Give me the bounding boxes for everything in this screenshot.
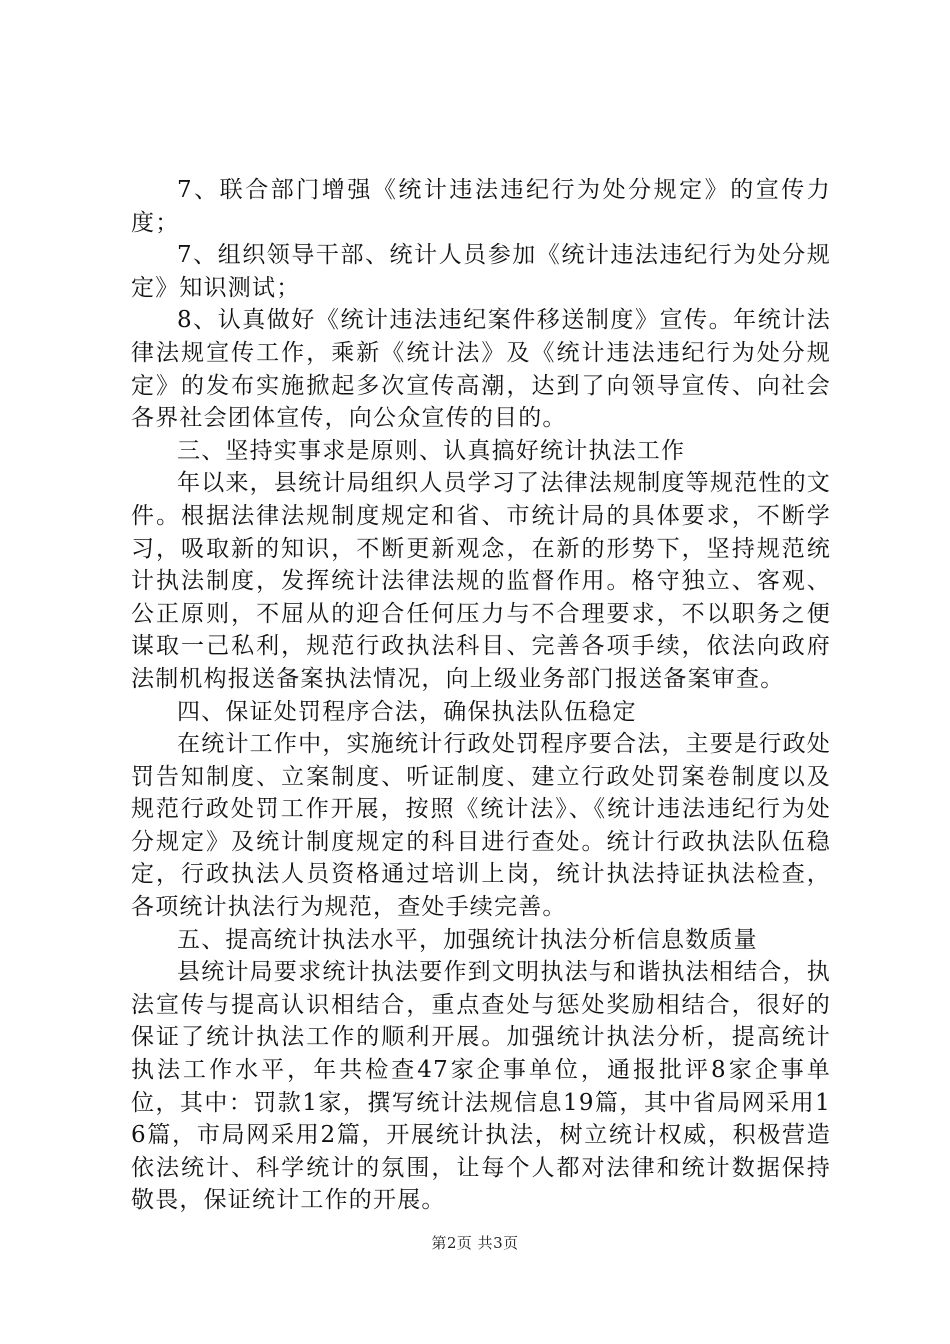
- paragraph-section-3-body: 年以来，县统计局组织人员学习了法律法规制度等规范性的文件。根据法律法规制度规定和省、市统计局的具体要求，不断学习，吸取新的知识，不断更新观念，在新的形势下，坚持规范统计执法制度，发挥统计法律法规的监督作用。格守独立、客观、公正原则，不屈从的迎合任何压力与不合理要求，不以职务之便谋取一己私利，规范行政执法科目、完善各项手续，依法向政府法制机构报送备案执法情况，向上级业务部门报送备案审查。: [131, 470, 831, 692]
- paragraph-section-4-body: 在统计工作中，实施统计行政处罚程序要合法，主要是行政处罚告知制度、立案制度、听证制度、建立行政处罚案卷制度以及规范行政处罚工作开展，按照《统计法》、《统计违法违纪行为处分规定》及统计制度规定的科目进行查处。统计行政执法队伍稳定，行政执法人员资格通过培训上岗，统计执法持证执法检查，各项统计执法行为规范，查处手续完善。: [131, 731, 831, 921]
- paragraph-item-7-publicity: 7、联合部门增强《统计违法违纪行为处分规定》的宣传力度；: [131, 177, 831, 236]
- paragraph-section-5-body: 县统计局要求统计执法要作到文明执法与和谐执法相结合，执法宣传与提高认识相结合，重点查处与惩处奖励相结合，很好的保证了统计执法工作的顺利开展。加强统计执法分析，提高统计执法工作水平，年共检查47家企事单位，通报批评8家企事单位，其中：罚款1家，撰写统计法规信息19篇，其中省局网采用16篇，市局网采用2篇，开展统计执法，树立统计权威，积极营造依法统计、科学统计的氛围，让每个人都对法律和统计数据保持敬畏，保证统计工作的开展。: [131, 959, 831, 1214]
- section-heading-3: 三、坚持实事求是原则、认真搞好统计执法工作: [177, 437, 686, 464]
- page-footer: 第2页 共3页: [431, 1234, 519, 1252]
- section-heading-4: 四、保证处罚程序合法，确保执法队伍稳定: [177, 698, 637, 725]
- paragraph-item-8-transfer-system: 8、认真做好《统计违法违纪案件移送制度》宣传。年统计法律法规宣传工作，乘新《统计法》及《统计违法违纪行为处分规定》的发布实施掀起多次宣传高潮，达到了向领导宣传、向社会各界社会团体宣传，向公众宣传的目的。: [131, 307, 831, 432]
- paragraph-item-7-test: 7、组织领导干部、统计人员参加《统计违法违纪行为处分规定》知识测试；: [131, 242, 831, 301]
- section-heading-5: 五、提高统计执法水平，加强统计执法分析信息数质量: [177, 926, 758, 953]
- document-body: [131, 174, 831, 1217]
